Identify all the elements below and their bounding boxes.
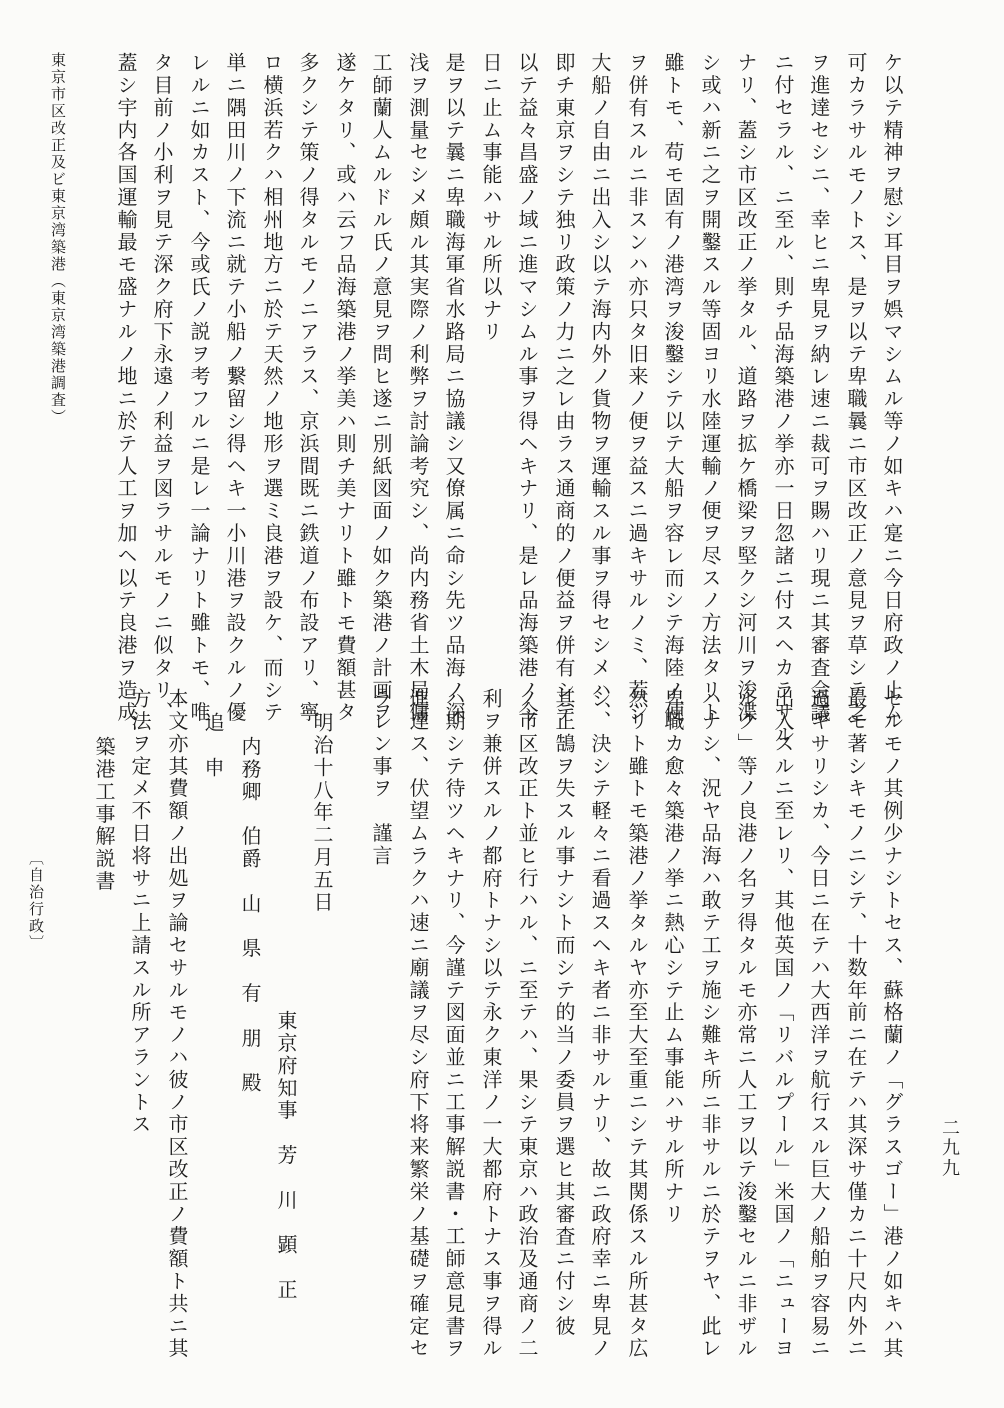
text-column: ナリ、蓋シ市区改正ノ挙タル、道路ヲ拡ケ橋梁ヲ堅クシ河川ヲ浚渫 [734, 52, 758, 724]
running-header-title: 東京市区改正及ビ東京湾築港 [49, 52, 67, 273]
text-column: 出入スルニ至レリ、其他英国ノ「リバルプール」米国ノ「ニューヨ [771, 688, 795, 1360]
letter-date: 明治十八年二月五日 [310, 712, 334, 914]
attachment-title: 築港工事解説書 [92, 736, 116, 893]
text-column: タ目前ノ小利ヲ見テ深ク府下永遠ノ利益ヲ図ラサルモノニ似タリ、 [150, 52, 174, 724]
running-header-section: 〔自治行政〕 [27, 850, 45, 952]
text-column: 雖トモ、苟モ固有ノ港湾ヲ浚鑿シテ以テ大船ヲ容レ而シテ海陸ノ便 [661, 52, 685, 724]
text-column: ヲ進達セシニ、幸ヒニ卑見ヲ納レ速ニ裁可ヲ賜ハリ現ニ其審査会議 [807, 52, 831, 724]
text-column: ケ以テ精神ヲ慰シ耳目ヲ娯マシムル等ノ如キハ寔ニ今日府政ノ止ム [880, 52, 904, 724]
text-column: 大船ノ自由ニ出入シ以テ海内外ノ貨物ヲ運輸スル事ヲ得セシメハ、 [588, 52, 612, 724]
page-number: 二九九 [939, 1118, 960, 1180]
text-column: レルニ如カスト、今或氏ノ説ヲ考フルニ是レ一論ナリト雖トモ、唯 [187, 52, 211, 724]
text-column: ハ期シテ待ツヘキナリ、今謹テ図面並ニ工事解説書・工師意見書ヲ [442, 688, 466, 1360]
text-column: シ或ハ新ニ之ヲ開鑿スル等固ヨリ水陸運輸ノ便ヲ尽スノ方法タリト [698, 52, 722, 724]
text-column: 最モ著シキモノニシテ、十数年前ニ在テハ其深サ僅カニ十尺内外ニ [844, 688, 868, 1360]
text-column: 多クシテ策ノ得タルモノニアラス、京浜間既ニ鉄道ノ布設アリ、寧 [296, 52, 320, 724]
text-column: ヲ併有スルニ非スンハ亦只タ旧来ノ便ヲ益スニ過キサルノミ、若シ [625, 52, 649, 724]
text-column: 蓋シ宇内各国運輸最モ盛ナルノ地ニ於テ人工ヲ加ヘ以テ良港ヲ造成 [114, 52, 138, 724]
text-column: 然リト雖トモ築港ノ挙タルヤ亦至大至重ニシテ其関係スル所甚タ広 [625, 688, 649, 1360]
text-column: 進達ス、伏望ムラクハ速ニ廟議ヲ尽シ府下将来繁栄ノ基礎ヲ確定セ [406, 688, 430, 1360]
text-column: 日ニ止ム事能ハサル所以ナリ [479, 52, 503, 344]
text-column: 工師蘭人ムルドル氏ノ意見ヲ問ヒ遂ニ別紙図面ノ如ク築港ノ計画ヲ [369, 52, 393, 724]
text-column: 其正鵠ヲ失スル事ナシト而シテ的当ノ委員ヲ選ヒ其審査ニ付シ彼 [552, 688, 576, 1338]
text-column: シ、決シテ軽々ニ看過スヘキ者ニ非サルナリ、故ニ政府幸ニ卑見ノ [588, 688, 612, 1360]
text-column: 是ヲ以テ曩ニ卑職海軍省水路局ニ協議シ又僚属ニ命シ先ツ品海ノ深 [442, 52, 466, 724]
text-column: ロ横浜若クハ相州地方ニ於テ天然ノ地形ヲ選ミ良港ヲ設ケ、而シテ [260, 52, 284, 724]
text-column: 浅ヲ測量セシメ頗ル其実際ノ利弊ヲ討論考究シ、尚内務省土木局傭 [406, 52, 430, 724]
text-column: 即チ東京ヲシテ独リ政策ノ力ニ之レ由ラス通商的ノ便益ヲ併有シテ [552, 52, 576, 724]
text-column: ラレン事ヲ 謹言 [369, 688, 393, 868]
running-header-subtitle: （東京湾築港調査） [49, 273, 67, 426]
text-column: 卑職カ愈々築港ノ挙ニ熱心シテ止ム事能ハサル所ナリ [661, 688, 685, 1226]
text-column: ルク」等ノ良港ノ名ヲ得タルモ亦常ニ人工ヲ以テ浚鑿セルニ非ザル [734, 688, 758, 1360]
running-header [50, 52, 65, 426]
text-column: 遂ケタリ、或ハ云フ品海築港ノ挙美ハ則チ美ナリト雖トモ費額甚タ [333, 52, 357, 724]
text-column: 可カラサルモノトス、是ヲ以テ卑職曩ニ市区改正ノ意見ヲ草シテ之 [844, 52, 868, 724]
letter-recipient: 内務卿 伯爵 山 県 有 朋 殿 [238, 736, 262, 1095]
text-column: ノ市区改正ト並ヒ行ハル、ニ至テハ、果シテ東京ハ政治及通商ノ二 [515, 688, 539, 1360]
postscript-label: 追 申 [201, 712, 225, 780]
postscript-line: 方法ヲ定メ不日将サニ上請スル所アラントス [128, 688, 152, 1136]
text-column: ハナシ、況ヤ品海ハ敢テ工ヲ施シ難キ所ニ非サルニ於テヲヤ、此レ [698, 688, 722, 1360]
text-column: 利ヲ兼併スルノ都府トナシ以テ永ク東洋ノ一大都府トナス事ヲ得ル [479, 688, 503, 1360]
letter-sender: 東京府知事 芳 川 顕 正 [274, 1010, 298, 1302]
text-column: 過ギサリシカ、今日ニ在テハ大西洋ヲ航行スル巨大ノ船舶ヲ容易ニ [807, 688, 831, 1360]
postscript-line: 本文亦其費額ノ出処ヲ論セサルモノハ彼ノ市区改正ノ費額ト共ニ其 [165, 688, 189, 1360]
text-column: ニ付セラル、ニ至ル、則チ品海築港ノ挙亦一日忽諸ニ付スヘカラサル [771, 52, 795, 747]
text-column: 以テ益々昌盛ノ域ニ進マシムル事ヲ得ヘキナリ、是レ品海築港ノ今 [515, 52, 539, 724]
text-column: 単ニ隅田川ノ下流ニ就テ小船ノ繋留シ得ヘキ一小川港ヲ設クルノ優 [223, 52, 247, 724]
text-column: セルモノ其例少ナシトセス、蘇格蘭ノ「グラスゴー」港ノ如キハ其 [880, 688, 904, 1360]
